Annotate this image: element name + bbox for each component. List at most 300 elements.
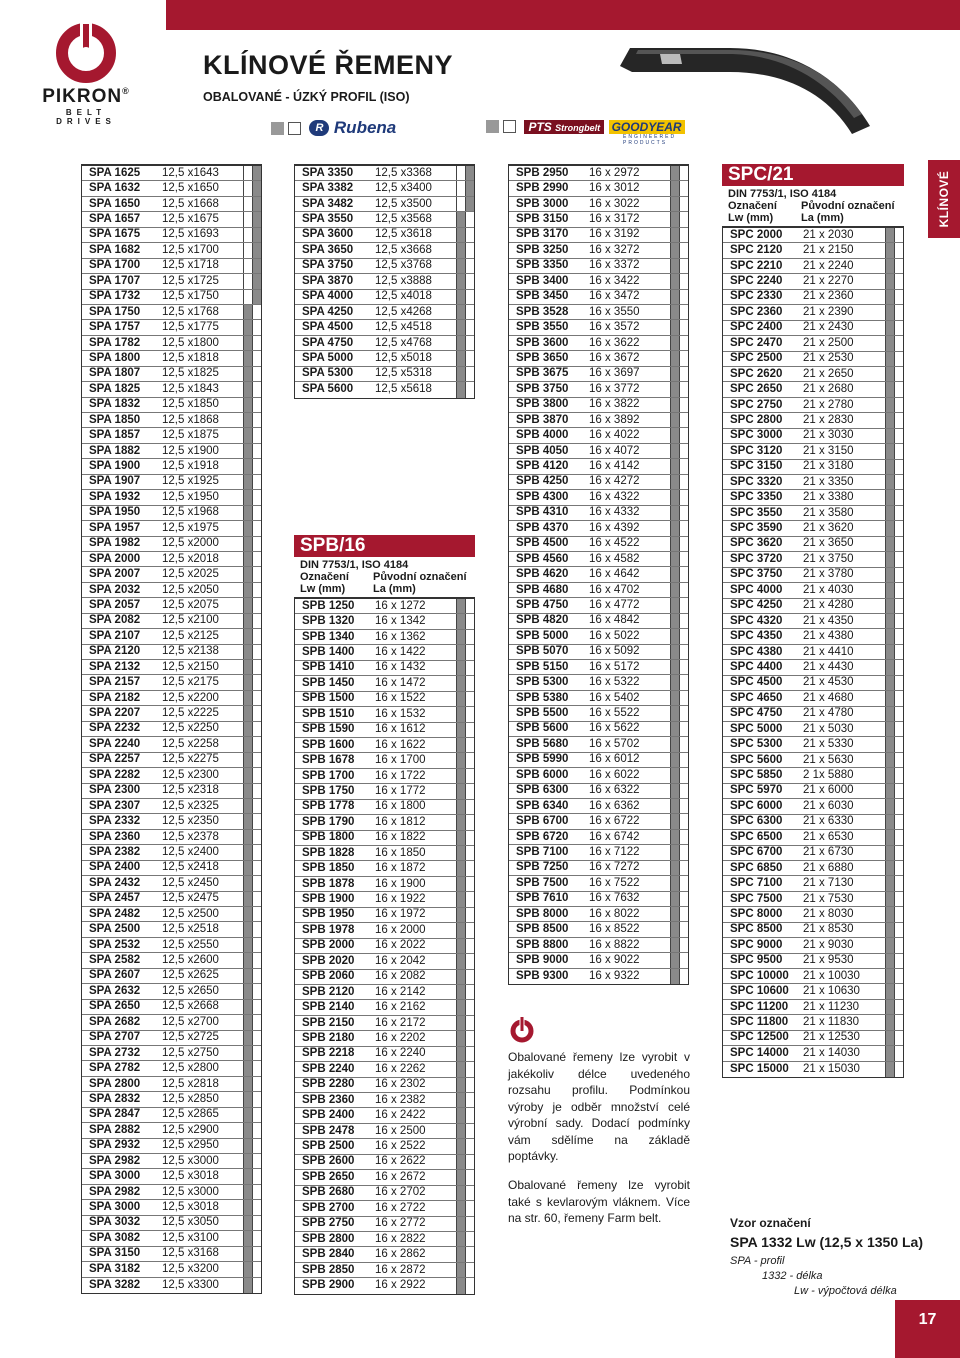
belt-dimension: 21 x 3180: [803, 460, 854, 473]
availability-pts-icon: [252, 845, 261, 859]
belt-dimension: 21 x 6530: [803, 830, 854, 843]
availability-rubena-icon: [885, 691, 894, 705]
availability-pts-icon: [679, 398, 688, 412]
table-row: [82, 660, 261, 675]
belt-dimension: 21 x 15030: [803, 1062, 860, 1075]
table-row: [509, 490, 688, 505]
belt-code: SPA 2300: [89, 784, 141, 797]
availability-pts-icon: [252, 1231, 261, 1245]
belt-code: SPB 5300: [516, 676, 569, 689]
table-row: [82, 398, 261, 413]
availability-pts-icon: [894, 1031, 903, 1045]
belt-code: SPA 2932: [89, 1139, 141, 1152]
belt-code: SPA 2832: [89, 1092, 141, 1105]
availability-pts-icon: [252, 861, 261, 875]
table-row: [509, 459, 688, 474]
availability-rubena-icon: [670, 398, 679, 412]
table-row: [723, 846, 903, 861]
table-row: [509, 305, 688, 320]
belt-dimension: 12,5 x3018: [162, 1201, 219, 1214]
availability-pts-icon: [252, 1216, 261, 1230]
belt-code: SPA 1825: [89, 382, 141, 395]
table-row: [82, 459, 261, 474]
belt-dimension: 16 x 3472: [589, 290, 640, 303]
availability-pts-icon: [465, 305, 474, 319]
belt-dimension: 12,5 x1843: [162, 382, 219, 395]
table-row: [295, 259, 474, 274]
availability-rubena-icon: [243, 907, 252, 921]
availability-rubena-icon: [670, 506, 679, 520]
belt-dimension: 12,5 x1868: [162, 413, 219, 426]
belt-code: SPC 2400: [730, 321, 783, 334]
belt-dimension: 12,5 x1825: [162, 367, 219, 380]
belt-code: SPA 4250: [302, 305, 354, 318]
table-row: [723, 475, 903, 490]
belt-code: SPC 11800: [730, 1016, 789, 1029]
availability-rubena-icon: [456, 1170, 465, 1184]
col-header-oznaceni: Označení: [728, 200, 777, 212]
table-row: [295, 367, 474, 382]
table-row: [295, 1278, 474, 1293]
belt-code: SPA 1732: [89, 290, 141, 303]
belt-code: SPA 2532: [89, 938, 141, 951]
belt-dimension: 16 x 6362: [589, 799, 640, 812]
belt-dimension: 16 x 5172: [589, 660, 640, 673]
table-row: [295, 1124, 474, 1139]
table-row: [723, 938, 903, 953]
availability-pts-icon: [252, 1031, 261, 1045]
table-row: [295, 1139, 474, 1154]
belt-code: SPC 2210: [730, 259, 783, 272]
table-row: [723, 490, 903, 505]
availability-pts-icon: [252, 166, 261, 180]
belt-code: SPB 2120: [302, 985, 355, 998]
belt-code: SPA 3182: [89, 1262, 141, 1275]
belt-code: SPC 5300: [730, 738, 783, 751]
availability-pts-icon: [679, 413, 688, 427]
table-row: [82, 1247, 261, 1262]
table-row: [82, 1000, 261, 1015]
table-row: [82, 305, 261, 320]
availability-rubena-icon: [670, 228, 679, 242]
availability-rubena-icon: [456, 336, 465, 350]
belt-code: SPA 2882: [89, 1123, 141, 1136]
belt-code: SPB 3000: [516, 197, 569, 210]
belt-code: SPB 5680: [516, 737, 569, 750]
availability-rubena-icon: [243, 753, 252, 767]
availability-rubena-icon: [670, 567, 679, 581]
table-row: [295, 1201, 474, 1216]
availability-rubena-icon: [885, 984, 894, 998]
availability-pts-icon: [465, 661, 474, 675]
belt-dimension: 21 x 6030: [803, 799, 854, 812]
availability-pts-icon: [465, 614, 474, 628]
table-row: [82, 1077, 261, 1092]
belt-dimension: 16 x 1700: [375, 754, 426, 767]
belt-code: SPC 10600: [730, 985, 789, 998]
availability-pts-icon: [679, 521, 688, 535]
gray-check-icon: [271, 122, 284, 135]
table-row: [509, 290, 688, 305]
availability-rubena-icon: [243, 336, 252, 350]
availability-rubena-icon: [243, 691, 252, 705]
table-row: [82, 706, 261, 721]
belt-dimension: 12,5 x2350: [162, 815, 219, 828]
availability-pts-icon: [252, 1278, 261, 1293]
availability-rubena-icon: [670, 753, 679, 767]
table-row: [295, 320, 474, 335]
availability-rubena-icon: [885, 367, 894, 381]
table-row: [295, 614, 474, 629]
availability-rubena-icon: [670, 459, 679, 473]
availability-pts-icon: [894, 737, 903, 751]
spc-col-headers: [722, 200, 904, 224]
table-row: [723, 568, 903, 583]
availability-pts-icon: [894, 352, 903, 366]
availability-rubena-icon: [885, 583, 894, 597]
belt-code: SPC 6300: [730, 815, 783, 828]
availability-pts-icon: [679, 382, 688, 396]
availability-rubena-icon: [243, 181, 252, 195]
availability-pts-icon: [894, 614, 903, 628]
belt-dimension: 12,5 x3668: [375, 243, 432, 256]
belt-code: SPB 5070: [516, 645, 569, 658]
availability-pts-icon: [465, 676, 474, 690]
availability-rubena-icon: [885, 490, 894, 504]
belt-dimension: 12,5 x3000: [162, 1185, 219, 1198]
availability-rubena-icon: [456, 614, 465, 628]
availability-rubena-icon: [243, 290, 252, 304]
availability-pts-icon: [465, 599, 474, 613]
availability-pts-icon: [252, 984, 261, 998]
availability-pts-icon: [894, 521, 903, 535]
belt-dimension: 12,5 x2700: [162, 1015, 219, 1028]
belt-code: SPA 2632: [89, 984, 141, 997]
belt-code: SPA 1682: [89, 243, 141, 256]
belt-code: SPB 2060: [302, 970, 355, 983]
belt-dimension: 16 x 4772: [589, 598, 640, 611]
table-row: [82, 212, 261, 227]
belt-code: SPA 2582: [89, 954, 141, 967]
belt-dimension: 12,5 x3050: [162, 1216, 219, 1229]
availability-pts-icon: [252, 768, 261, 782]
availability-pts-icon: [679, 614, 688, 628]
availability-rubena-icon: [885, 568, 894, 582]
spb-col-headers: [294, 571, 475, 595]
belt-code: SPA 2000: [89, 552, 141, 565]
availability-pts-icon: [465, 954, 474, 968]
availability-pts-icon: [679, 892, 688, 906]
availability-pts-icon: [252, 1262, 261, 1276]
availability-pts-icon: [252, 537, 261, 551]
availability-pts-icon: [679, 290, 688, 304]
belt-dimension: 16 x 3892: [589, 413, 640, 426]
belt-code: SPB 5600: [516, 722, 569, 735]
availability-rubena-icon: [243, 675, 252, 689]
belt-dimension: 21 x 11830: [803, 1016, 860, 1029]
belt-dimension: 12,5 x2318: [162, 784, 219, 797]
table-row: [295, 1016, 474, 1031]
availability-rubena-icon: [670, 614, 679, 628]
availability-pts-icon: [252, 814, 261, 828]
availability-pts-icon: [465, 212, 474, 226]
availability-pts-icon: [894, 1046, 903, 1060]
belt-code: SPA 2282: [89, 768, 141, 781]
belt-code: SPB 4680: [516, 583, 569, 596]
availability-rubena-icon: [243, 1077, 252, 1091]
table-row: [723, 614, 903, 629]
belt-dimension: 12,5 x3888: [375, 274, 432, 287]
availability-pts-icon: [894, 830, 903, 844]
belt-code: SPC 2620: [730, 367, 783, 380]
availability-rubena-icon: [456, 1031, 465, 1045]
belt-code: SPA 1782: [89, 336, 141, 349]
belt-dimension: 16 x 2862: [375, 1248, 426, 1261]
availability-pts-icon: [252, 660, 261, 674]
belt-dimension: 16 x 2262: [375, 1062, 426, 1075]
availability-rubena-icon: [670, 428, 679, 442]
table-row: [295, 877, 474, 892]
availability-rubena-icon: [670, 892, 679, 906]
availability-rubena-icon: [243, 1092, 252, 1106]
brand-pts-goodyear: [486, 118, 685, 146]
belt-dimension: 12,5 x2550: [162, 938, 219, 951]
belt-dimension: 16 x 2772: [375, 1217, 426, 1230]
belt-dimension: 16 x 5522: [589, 707, 640, 720]
belt-code: SPA 4500: [302, 321, 354, 334]
table-row: [723, 691, 903, 706]
availability-pts-icon: [679, 845, 688, 859]
table-row: [509, 922, 688, 937]
table-row: [82, 228, 261, 243]
availability-rubena-icon: [456, 1047, 465, 1061]
belt-code: SPC 5970: [730, 784, 783, 797]
availability-rubena-icon: [243, 1200, 252, 1214]
belt-code: SPB 1950: [302, 908, 355, 921]
availability-rubena-icon: [456, 630, 465, 644]
availability-pts-icon: [465, 769, 474, 783]
belt-dimension: 16 x 1872: [375, 862, 426, 875]
table-row: [82, 1278, 261, 1293]
belt-code: SPB 3528: [516, 305, 569, 318]
belt-code: SPA 1907: [89, 475, 141, 488]
table-row: [82, 938, 261, 953]
availability-rubena-icon: [243, 1185, 252, 1199]
belt-dimension: 12,5 x1950: [162, 490, 219, 503]
availability-rubena-icon: [243, 969, 252, 983]
availability-pts-icon: [465, 738, 474, 752]
belt-code: SPA 3870: [302, 274, 354, 287]
availability-pts-icon: [679, 861, 688, 875]
belt-code: SPA 2232: [89, 722, 141, 735]
availability-rubena-icon: [885, 243, 894, 257]
availability-pts-icon: [465, 166, 474, 180]
belt-code: SPB 2478: [302, 1124, 355, 1137]
availability-rubena-icon: [456, 1247, 465, 1261]
availability-rubena-icon: [243, 212, 252, 226]
table-row: [509, 768, 688, 783]
availability-pts-icon: [252, 212, 261, 226]
availability-pts-icon: [894, 429, 903, 443]
belt-code: SPC 9500: [730, 954, 783, 967]
table-row: [295, 1155, 474, 1170]
belt-code: SPA 5300: [302, 367, 354, 380]
availability-pts-icon: [679, 181, 688, 195]
belt-code: SPB 6700: [516, 815, 569, 828]
availability-pts-icon: [252, 938, 261, 952]
availability-rubena-icon: [456, 197, 465, 211]
availability-rubena-icon: [885, 1046, 894, 1060]
belt-dimension: 16 x 2702: [375, 1186, 426, 1199]
belt-dimension: 12,5 x2300: [162, 768, 219, 781]
belt-code: SPB 3400: [516, 274, 569, 287]
availability-rubena-icon: [456, 815, 465, 829]
belt-code: SPA 3282: [89, 1278, 141, 1291]
table-row: [82, 984, 261, 999]
belt-dimension: 21 x 2830: [803, 413, 854, 426]
table-row: [295, 908, 474, 923]
availability-pts-icon: [252, 629, 261, 643]
belt-code: SPB 4300: [516, 490, 569, 503]
availability-rubena-icon: [243, 629, 252, 643]
belt-dimension: 12,5 x1693: [162, 228, 219, 241]
page-title: KLÍNOVÉ ŘEMENY: [203, 50, 454, 80]
table-row: [82, 506, 261, 521]
belt-code: SPC 2750: [730, 398, 783, 411]
table-row: [723, 583, 903, 598]
belt-code: SPC 2120: [730, 244, 783, 257]
belt-code: SPB 6000: [516, 768, 569, 781]
belt-dimension: 12,5 x3000: [162, 1154, 219, 1167]
availability-rubena-icon: [885, 614, 894, 628]
availability-pts-icon: [465, 1000, 474, 1014]
table-row: [82, 1015, 261, 1030]
belt-code: SPA 5000: [302, 351, 354, 364]
availability-rubena-icon: [670, 830, 679, 844]
table-row: [509, 814, 688, 829]
belt-dimension: 16 x 1362: [375, 630, 426, 643]
table-row: [723, 537, 903, 552]
belt-dimension: 21 x 2780: [803, 398, 854, 411]
col-header-la: La (mm): [373, 583, 416, 595]
belt-code: SPA 2240: [89, 737, 141, 750]
availability-pts-icon: [465, 1016, 474, 1030]
availability-rubena-icon: [456, 305, 465, 319]
availability-rubena-icon: [243, 1046, 252, 1060]
availability-rubena-icon: [456, 243, 465, 257]
belt-dimension: 12,5 x1775: [162, 321, 219, 334]
availability-pts-icon: [679, 351, 688, 365]
table-row: [82, 922, 261, 937]
availability-rubena-icon: [670, 320, 679, 334]
availability-pts-icon: [894, 1062, 903, 1077]
availability-rubena-icon: [243, 922, 252, 936]
belt-code: SPC 5000: [730, 722, 783, 735]
availability-pts-icon: [894, 413, 903, 427]
belt-dimension: 21 x 4030: [803, 583, 854, 596]
belt-dimension: 16 x 3022: [589, 197, 640, 210]
availability-rubena-icon: [456, 846, 465, 860]
table-row: [295, 784, 474, 799]
belt-code: SPC 6500: [730, 830, 783, 843]
belt-code: SPC 4250: [730, 599, 783, 612]
belt-dimension: 16 x 4272: [589, 475, 640, 488]
belt-dimension: 21 x 6730: [803, 846, 854, 859]
availability-pts-icon: [252, 922, 261, 936]
table-row: [82, 552, 261, 567]
availability-rubena-icon: [670, 181, 679, 195]
table-row: [82, 1046, 261, 1061]
belt-dimension: 21 x 5330: [803, 738, 854, 751]
availability-pts-icon: [465, 753, 474, 767]
availability-rubena-icon: [885, 382, 894, 396]
belt-dimension: 12,5 x4768: [375, 336, 432, 349]
belt-dimension: 12,5 x4518: [375, 321, 432, 334]
availability-pts-icon: [252, 444, 261, 458]
table-row: [295, 923, 474, 938]
availability-pts-icon: [465, 1093, 474, 1107]
availability-pts-icon: [465, 181, 474, 195]
belt-code: SPC 6700: [730, 846, 783, 859]
availability-rubena-icon: [670, 382, 679, 396]
belt-code: SPB 4620: [516, 568, 569, 581]
example-code: SPA 1332 Lw (12,5 x 1350 La): [730, 1234, 923, 1250]
belt-code: SPA 3382: [302, 182, 354, 195]
belt-dimension: 16 x 3372: [589, 259, 640, 272]
belt-code: SPA 1807: [89, 367, 141, 380]
belt-dimension: 12,5 x1643: [162, 166, 219, 179]
availability-rubena-icon: [456, 800, 465, 814]
availability-rubena-icon: [456, 970, 465, 984]
availability-pts-icon: [894, 444, 903, 458]
belt-dimension: 12,5 x2200: [162, 691, 219, 704]
availability-rubena-icon: [243, 274, 252, 288]
availability-rubena-icon: [670, 953, 679, 967]
brand-subtitle: BELT DRIVES: [56, 108, 116, 126]
availability-rubena-icon: [243, 984, 252, 998]
availability-rubena-icon: [670, 907, 679, 921]
table-row: [723, 1031, 903, 1046]
belt-dimension: 12,5 x1900: [162, 444, 219, 457]
availability-rubena-icon: [243, 475, 252, 489]
availability-pts-icon: [894, 599, 903, 613]
belt-dimension: 21 x 9530: [803, 954, 854, 967]
availability-pts-icon: [465, 908, 474, 922]
availability-rubena-icon: [885, 629, 894, 643]
table-row: [82, 1169, 261, 1184]
table-row: [82, 629, 261, 644]
white-check-icon: [288, 122, 301, 135]
table-row: [723, 892, 903, 907]
availability-pts-icon: [465, 723, 474, 737]
belt-code: SPB 1510: [302, 707, 355, 720]
belt-dimension: 21 x 3650: [803, 537, 854, 550]
belt-dimension: 16 x 1800: [375, 800, 426, 813]
availability-pts-icon: [679, 598, 688, 612]
belt-dimension: 21 x 7130: [803, 877, 854, 890]
belt-dimension: 21 x 4780: [803, 707, 854, 720]
belt-code: SPB 1750: [302, 784, 355, 797]
availability-pts-icon: [894, 552, 903, 566]
availability-rubena-icon: [243, 1031, 252, 1045]
belt-dimension: 16 x 2672: [375, 1170, 426, 1183]
availability-rubena-icon: [885, 444, 894, 458]
availability-pts-icon: [679, 444, 688, 458]
belt-code: SPA 1932: [89, 490, 141, 503]
availability-pts-icon: [894, 846, 903, 860]
belt-dimension: 12,5 x5318: [375, 367, 432, 380]
belt-dimension: 16 x 3822: [589, 398, 640, 411]
